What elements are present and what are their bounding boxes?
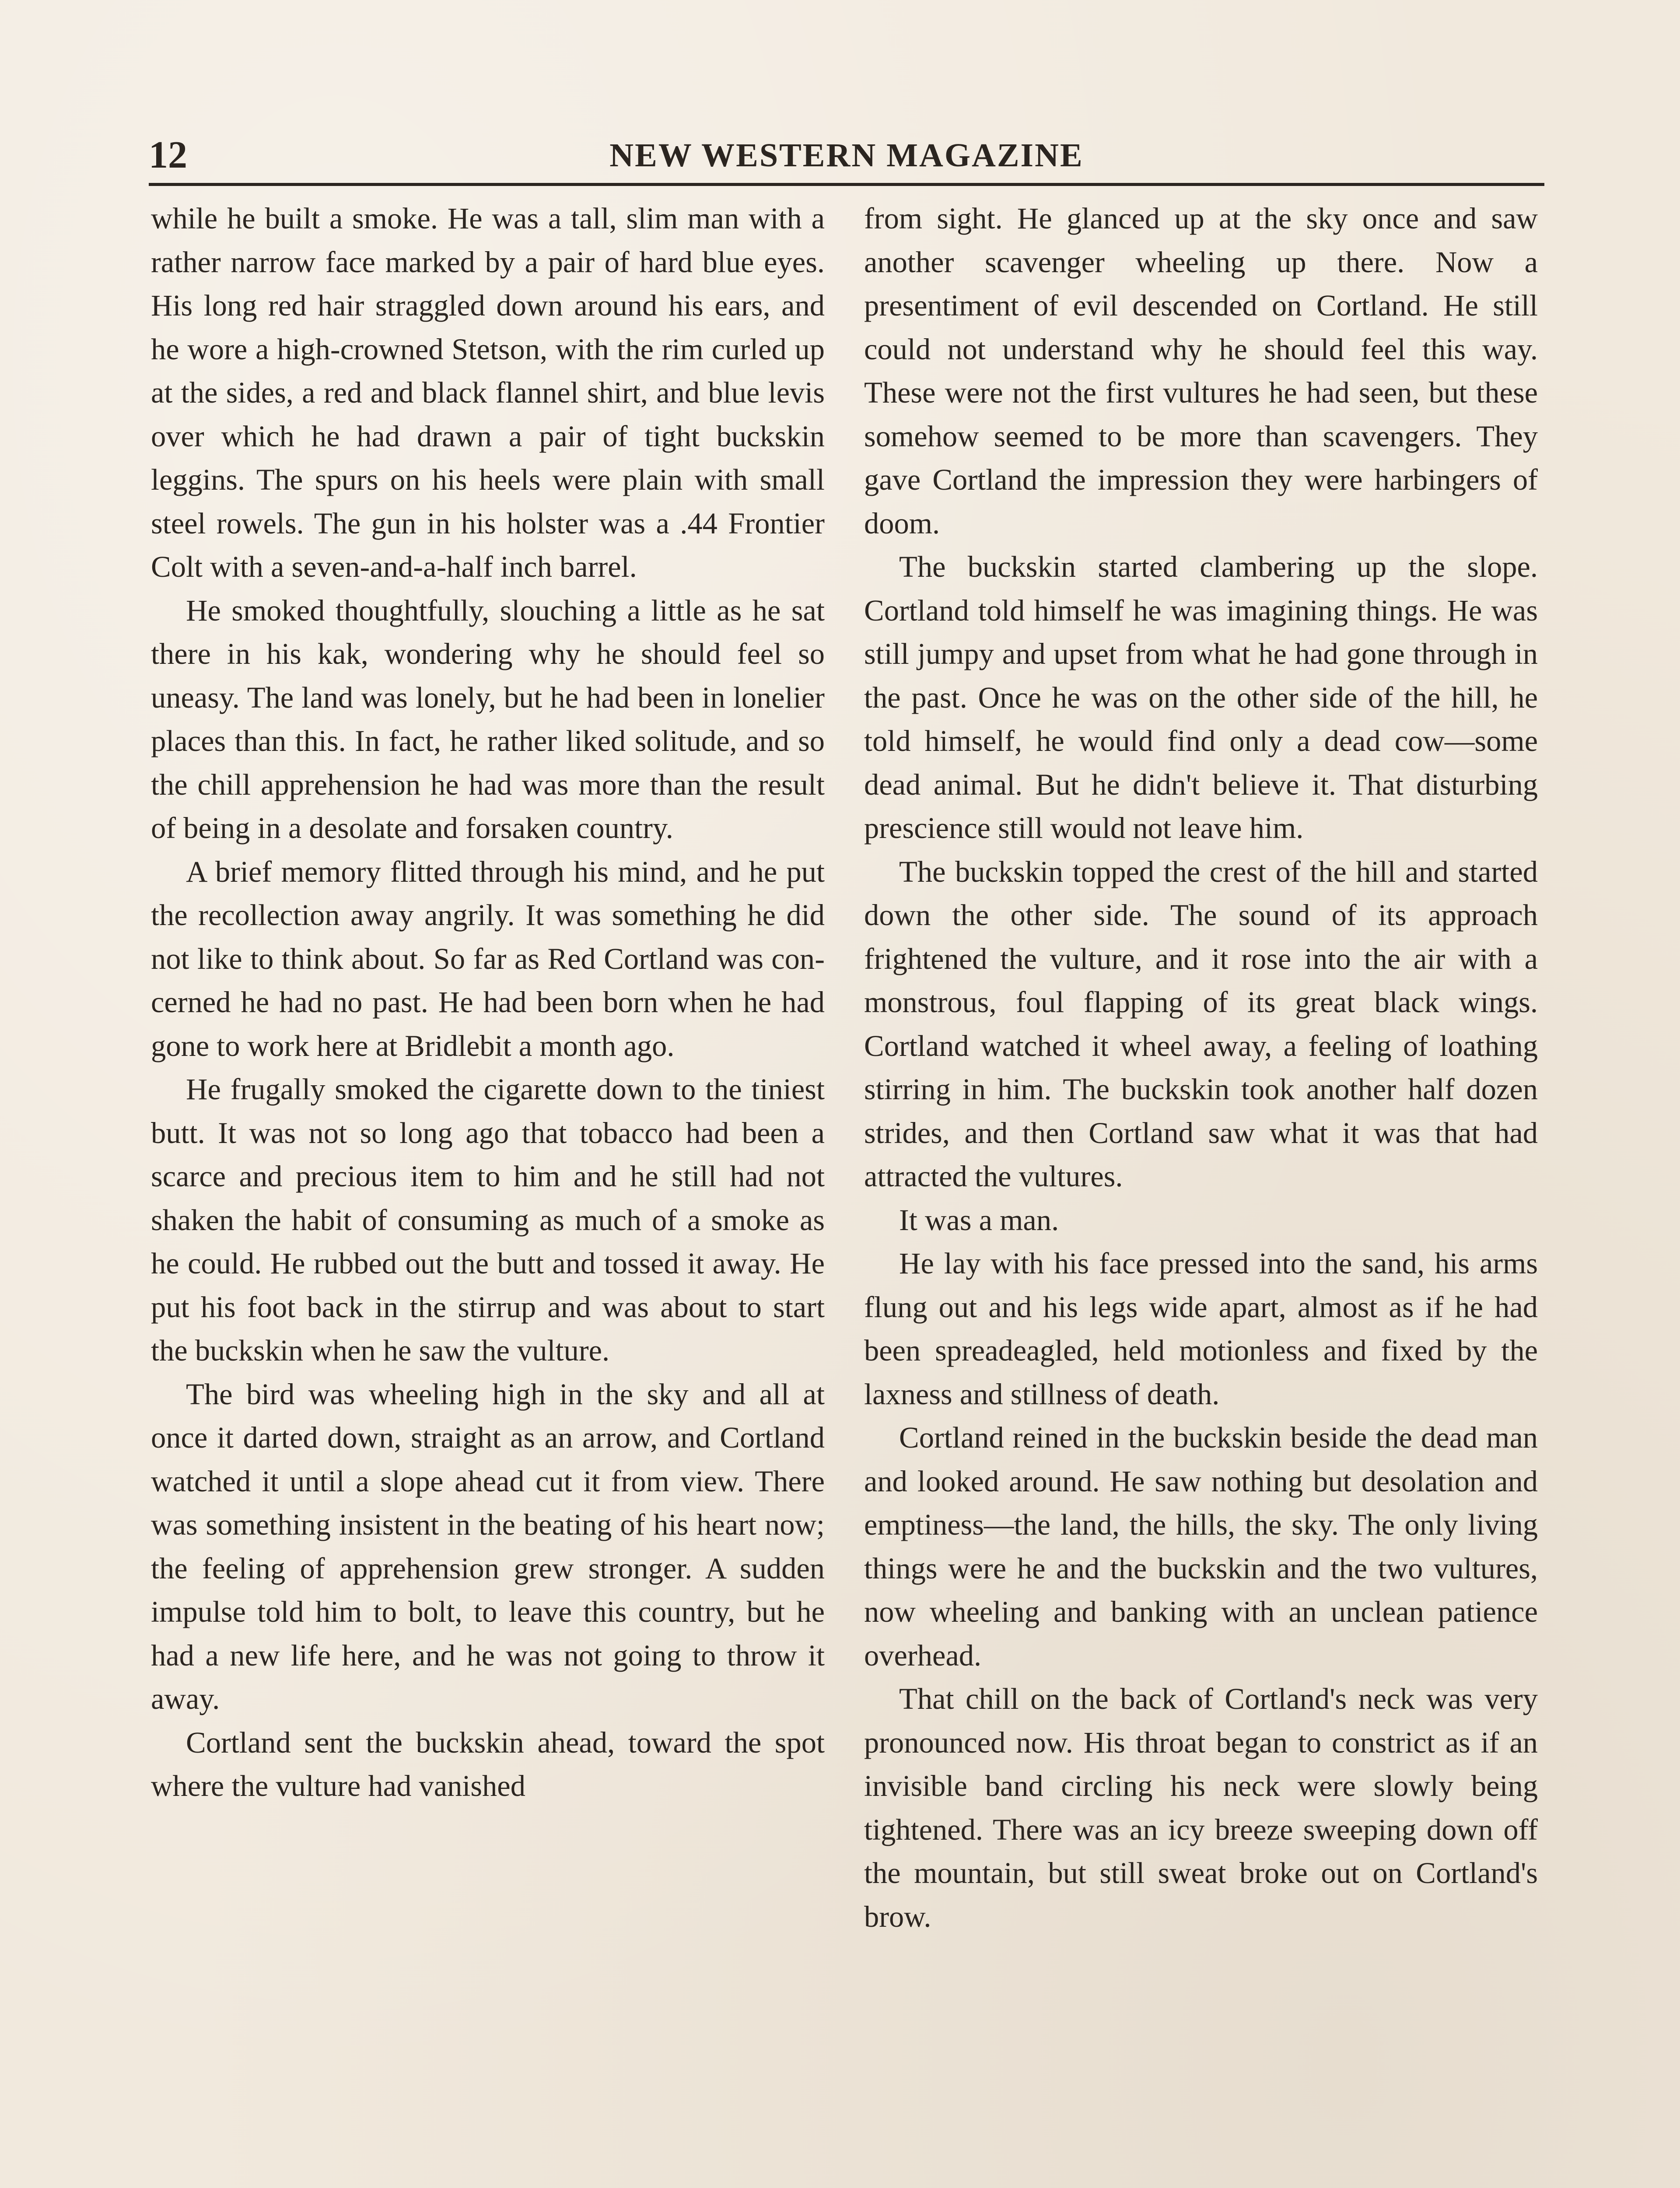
paragraph: He smoked thoughtfully, slouching a little as he sat there in his kak, wondering why he should feel so uneasy. The land was lonely, but he had been in lonelier places than this. In fact, he rather liked solitude, and so the chill apprehension he had was more than the result of being in a desolate and forsaken country. [151, 593, 825, 845]
page-header [149, 127, 1544, 184]
left-column [151, 197, 825, 2188]
paragraph: Cortland reined in the buckskin beside the dead man and looked around. He saw nothing but desolation and emptiness—the land, the hills, the sky. The only living things were he and the buckskin and the two vultures, now wheeling and banking with an unclean patience overhead. [864, 1421, 1538, 1672]
paragraph: from sight. He glanced up at the sky once and saw another scavenger wheeling up there. Now a presentiment of evil descended on Cortland. He still could not understand why he should feel this way. These were not the first vultures he had seen, but these somehow seemed to be more than scavengers. They gave Cortland the impression they were harbingers of doom. [864, 202, 1538, 540]
page-number: 12 [149, 134, 187, 176]
paragraph: The bird was wheeling high in the sky and all at once it darted down, straight as an arrow, and Cortland watched it until a slope ahead cut it from view. There was something insistent in the beating of his heart now; the feeling of apprehension grew stronger. A sudden impulse told him to bolt, to leave this country, but he had a new life here, and he was not going to throw it away. [151, 1377, 825, 1715]
header-rule [149, 183, 1544, 186]
right-column [864, 197, 1538, 2188]
paragraph: The buckskin topped the crest of the hill and started down the other side. The sound of its approach frightened the vulture, and it rose into the air with a monstrous, foul flapping of its great black wings. Cortland watched it wheel away, a feeling of loathing stirring in him. The buckskin took another half dozen strides, and then Cortland saw what it was that had attracted the vultures. [864, 855, 1538, 1193]
paragraph: Cortland sent the buckskin ahead, toward the spot where the vulture had vanished [151, 1725, 825, 1802]
paragraph: He frugally smoked the cigarette down to the tiniest butt. It was not so long ago that tobacco had been a scarce and precious item to him and he still had not shaken the habit of consuming as much of a smoke as he could. He rubbed out the butt and tossed it away. He put his foot back in the stirrup and was about to start the buckskin when he saw the vulture. [151, 1073, 825, 1367]
paragraph: That chill on the back of Cortland's neck was very pronounced now. His throat began to constrict as if an invisible band circling his neck were slowly being tightened. There was an icy breeze sweeping down off the mountain, but still sweat broke out on Cortland's brow. [864, 1682, 1538, 1933]
paragraph: A brief memory flitted through his mind, and he put the recollection away angrily. It was something he did not like to think about. So far as Red Cortland was concerned he had no past. He had been born when he had gone to work here at Bridlebit a month ago. [151, 855, 825, 1062]
paragraph: while he built a smoke. He was a tall, slim man with a rather narrow face marked by a pair of hard blue eyes. His long red hair straggled down around his ears, and he wore a high-crowned Stetson, with the rim curled up at the sides, a red and black flannel shirt, and blue levis over which he had drawn a pair of tight buckskin leggins. The spurs on his heels were plain with small steel rowels. The gun in his holster was a .44 Frontier Colt with a seven-and-a-half inch barrel. [151, 202, 825, 583]
magazine-title: NEW WESTERN MAGAZINE [609, 137, 1084, 174]
paragraph: The buckskin started clambering up the slope. Cortland told himself he was imagining things. He was still jumpy and upset from what he had gone through in the past. Once he was on the other side of the hill, he told himself, he would find only a dead cow—some dead animal. But he didn't believe it. That disturbing prescience still would not leave him. [864, 550, 1538, 845]
paragraph: It was a man. [899, 1203, 1059, 1237]
paragraph: He lay with his face pressed into the sand, his arms flung out and his legs wide apart, almost as if he had been spreadeagled, held motionless and fixed by the laxness and stillness of death. [864, 1247, 1538, 1411]
